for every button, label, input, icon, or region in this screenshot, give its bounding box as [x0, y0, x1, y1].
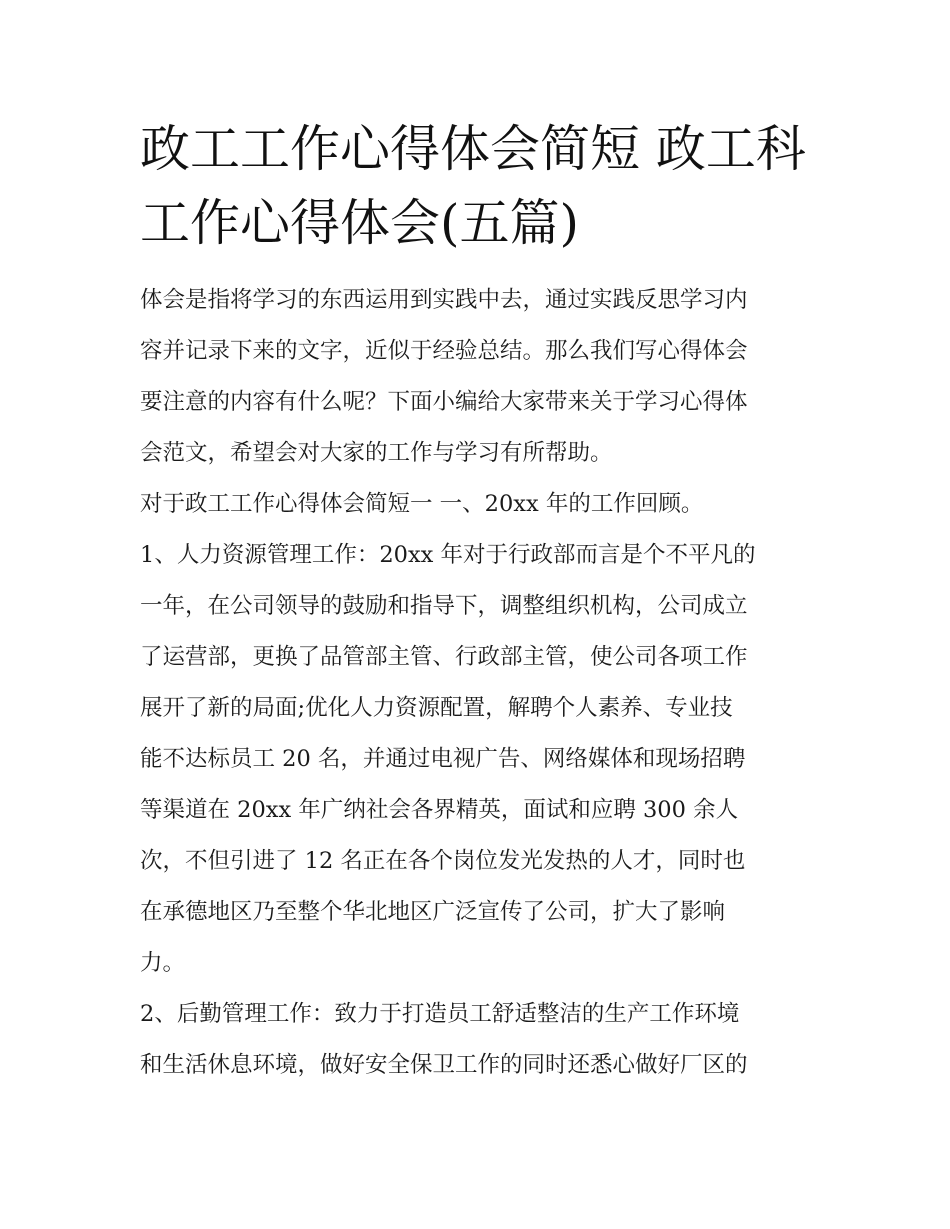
- document-body: [140, 275, 820, 1091]
- body-line: 体会是指将学习的东西运用到实践中去，通过实践反思学习内: [140, 287, 748, 313]
- body-line: 要注意的内容有什么呢？下面小编给大家带来关于学习心得体: [140, 389, 748, 415]
- body-line: 2、后勤管理工作：致力于打造员工舒适整洁的生产工作环境: [140, 1001, 740, 1027]
- title-line: 政工工作心得体会简短 政工科: [140, 120, 806, 178]
- body-line: 次，不但引进了 12 名正在各个岗位发光发热的人才，同时也: [140, 848, 746, 874]
- body-line: 能不达标员工 20 名，并通过电视广告、网络媒体和现场招聘: [140, 746, 746, 772]
- body-line: 在承德地区乃至整个华北地区广泛宣传了公司，扩大了影响: [140, 899, 726, 925]
- body-line: 等渠道在 20xx 年广纳社会各界精英，面试和应聘 300 余人: [140, 797, 739, 823]
- body-line: 对于政工工作心得体会简短一 一、20xx 年的工作回顾。: [140, 491, 704, 517]
- body-line: 一年，在公司领导的鼓励和指导下，调整组织机构，公司成立: [140, 593, 748, 619]
- body-line: 力。: [140, 950, 186, 976]
- body-line: 1、人力资源管理工作：20xx 年对于行政部而言是个不平凡的: [140, 542, 756, 568]
- body-line: 会范文，希望会对大家的工作与学习有所帮助。: [140, 440, 613, 466]
- body-line: 容并记录下来的文字，近似于经验总结。那么我们写心得体会: [140, 338, 748, 364]
- body-line: 和生活休息环境，做好安全保卫工作的同时还悉心做好厂区的: [140, 1052, 748, 1078]
- title-line: 工作心得体会(五篇): [140, 194, 580, 252]
- body-line: 了运营部，更换了品管部主管、行政部主管，使公司各项工作: [140, 644, 748, 670]
- document-title: [140, 112, 820, 260]
- body-line: 展开了新的局面;优化人力资源配置，解聘个人素养、专业技: [140, 695, 733, 721]
